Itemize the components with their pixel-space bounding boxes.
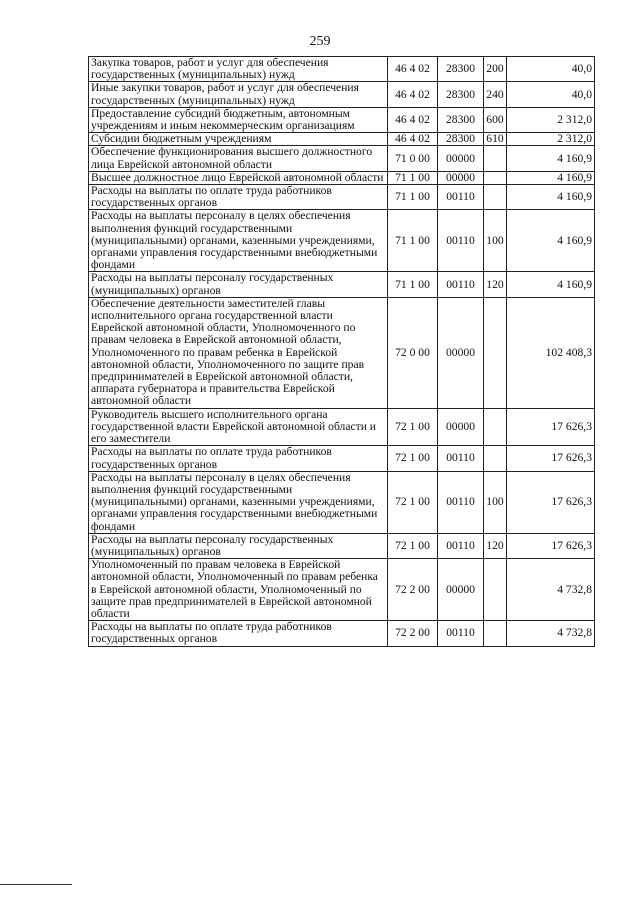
direction-code-cell: 00110 <box>438 621 484 646</box>
expense-type-cell: 100 <box>484 210 507 272</box>
table-row <box>89 621 595 646</box>
direction-code-cell: 00000 <box>438 408 484 446</box>
direction-code-cell: 00110 <box>438 446 484 471</box>
row-name-cell: Субсидии бюджетным учреждениям <box>89 133 388 146</box>
budget-table <box>88 56 595 647</box>
direction-code-cell: 00110 <box>438 210 484 272</box>
amount-cell: 4 160,9 <box>507 171 595 184</box>
direction-code-cell: 00000 <box>438 297 484 408</box>
expense-type-cell: 120 <box>484 272 507 297</box>
amount-cell: 4 160,9 <box>507 210 595 272</box>
row-name-cell: Расходы на выплаты персоналу в целях обеспечения выполнения функций государственными (муниципальными) органами, казенными учреждениями, органами управления государственными внебюджетными фондами <box>89 210 388 272</box>
direction-code-cell: 28300 <box>438 57 484 82</box>
row-name-cell: Руководитель высшего исполнительного органа государственной власти Еврейской автономной области и его заместители <box>89 408 388 446</box>
row-name-cell: Расходы на выплаты персоналу государственных (муниципальных) органов <box>89 272 388 297</box>
program-code-cell: 72 1 00 <box>388 533 438 558</box>
table-row <box>89 297 595 408</box>
expense-type-cell <box>484 171 507 184</box>
program-code-cell: 46 4 02 <box>388 133 438 146</box>
program-code-cell: 72 1 00 <box>388 408 438 446</box>
program-code-cell: 71 1 00 <box>388 272 438 297</box>
table-row <box>89 171 595 184</box>
expense-type-cell: 200 <box>484 57 507 82</box>
amount-cell: 4 732,8 <box>507 621 595 646</box>
amount-cell: 2 312,0 <box>507 107 595 132</box>
table-row <box>89 559 595 621</box>
table-row <box>89 107 595 132</box>
table-row <box>89 133 595 146</box>
page-number: 259 <box>309 34 331 49</box>
expense-type-cell <box>484 408 507 446</box>
row-name-cell: Закупка товаров, работ и услуг для обеспечения государственных (муниципальных) нужд <box>89 57 388 82</box>
expense-type-cell: 240 <box>484 82 507 107</box>
program-code-cell: 46 4 02 <box>388 107 438 132</box>
table-row <box>89 82 595 107</box>
table-row <box>89 185 595 210</box>
program-code-cell: 72 2 00 <box>388 559 438 621</box>
program-code-cell: 72 1 00 <box>388 471 438 533</box>
amount-cell: 40,0 <box>507 82 595 107</box>
direction-code-cell: 00000 <box>438 559 484 621</box>
row-name-cell: Предоставление субсидий бюджетным, автономным учреждениям и иным некоммерческим организациям <box>89 107 388 132</box>
direction-code-cell: 00000 <box>438 171 484 184</box>
direction-code-cell: 28300 <box>438 107 484 132</box>
program-code-cell: 72 1 00 <box>388 446 438 471</box>
row-name-cell: Обеспечение функционирования высшего должностного лица Еврейской автономной области <box>89 146 388 171</box>
program-code-cell: 71 1 00 <box>388 185 438 210</box>
amount-cell: 17 626,3 <box>507 446 595 471</box>
expense-type-cell <box>484 621 507 646</box>
amount-cell: 4 160,9 <box>507 272 595 297</box>
table-row <box>89 533 595 558</box>
amount-cell: 17 626,3 <box>507 471 595 533</box>
program-code-cell: 46 4 02 <box>388 82 438 107</box>
row-name-cell: Расходы на выплаты персоналу в целях обеспечения выполнения функций государственными (муниципальными) органами, казенными учреждениями, органами управления государственными внебюджетными фондами <box>89 471 388 533</box>
direction-code-cell: 28300 <box>438 133 484 146</box>
row-name-cell: Расходы на выплаты по оплате труда работников государственных органов <box>89 446 388 471</box>
table-row <box>89 446 595 471</box>
row-name-cell: Высшее должностное лицо Еврейской автономной области <box>89 171 388 184</box>
amount-cell: 17 626,3 <box>507 533 595 558</box>
program-code-cell: 71 0 00 <box>388 146 438 171</box>
direction-code-cell: 00110 <box>438 185 484 210</box>
row-name-cell: Обеспечение деятельности заместителей главы исполнительного органа государственной власти Еврейской автономной области, Уполномоченного по правам человека в Еврейской автономной области, Уполномоченного по правам ребенка в Еврейской автономной области, Уполномоченного по защите прав предпринимателей в Еврейской автономной области, аппарата губернатора и правительства Еврейской автономной области <box>89 297 388 408</box>
program-code-cell: 72 0 00 <box>388 297 438 408</box>
expense-type-cell <box>484 446 507 471</box>
row-name-cell: Уполномоченный по правам человека в Еврейской автономной области, Уполномоченный по правам ребенка в Еврейской автономной области, Уполномоченный по защите прав предпринимателей в Еврейской автономной области <box>89 559 388 621</box>
amount-cell: 17 626,3 <box>507 408 595 446</box>
direction-code-cell: 00110 <box>438 533 484 558</box>
direction-code-cell: 00110 <box>438 471 484 533</box>
program-code-cell: 71 1 00 <box>388 171 438 184</box>
direction-code-cell: 00000 <box>438 146 484 171</box>
expense-type-cell: 100 <box>484 471 507 533</box>
table-row <box>89 471 595 533</box>
budget-table-body <box>89 57 595 647</box>
program-code-cell: 71 1 00 <box>388 210 438 272</box>
program-code-cell: 46 4 02 <box>388 57 438 82</box>
amount-cell: 4 732,8 <box>507 559 595 621</box>
amount-cell: 4 160,9 <box>507 146 595 171</box>
expense-type-cell <box>484 297 507 408</box>
amount-cell: 2 312,0 <box>507 133 595 146</box>
direction-code-cell: 00110 <box>438 272 484 297</box>
expense-type-cell: 600 <box>484 107 507 132</box>
amount-cell: 40,0 <box>507 57 595 82</box>
row-name-cell: Расходы на выплаты персоналу государственных (муниципальных) органов <box>89 533 388 558</box>
expense-type-cell <box>484 185 507 210</box>
footnote-rule <box>0 884 72 885</box>
expense-type-cell <box>484 559 507 621</box>
table-row <box>89 210 595 272</box>
table-row <box>89 272 595 297</box>
amount-cell: 102 408,3 <box>507 297 595 408</box>
table-row <box>89 57 595 82</box>
expense-type-cell <box>484 146 507 171</box>
expense-type-cell: 120 <box>484 533 507 558</box>
table-row <box>89 408 595 446</box>
table-row <box>89 146 595 171</box>
program-code-cell: 72 2 00 <box>388 621 438 646</box>
row-name-cell: Расходы на выплаты по оплате труда работников государственных органов <box>89 185 388 210</box>
amount-cell: 4 160,9 <box>507 185 595 210</box>
direction-code-cell: 28300 <box>438 82 484 107</box>
row-name-cell: Иные закупки товаров, работ и услуг для обеспечения государственных (муниципальных) нужд <box>89 82 388 107</box>
expense-type-cell: 610 <box>484 133 507 146</box>
row-name-cell: Расходы на выплаты по оплате труда работников государственных органов <box>89 621 388 646</box>
